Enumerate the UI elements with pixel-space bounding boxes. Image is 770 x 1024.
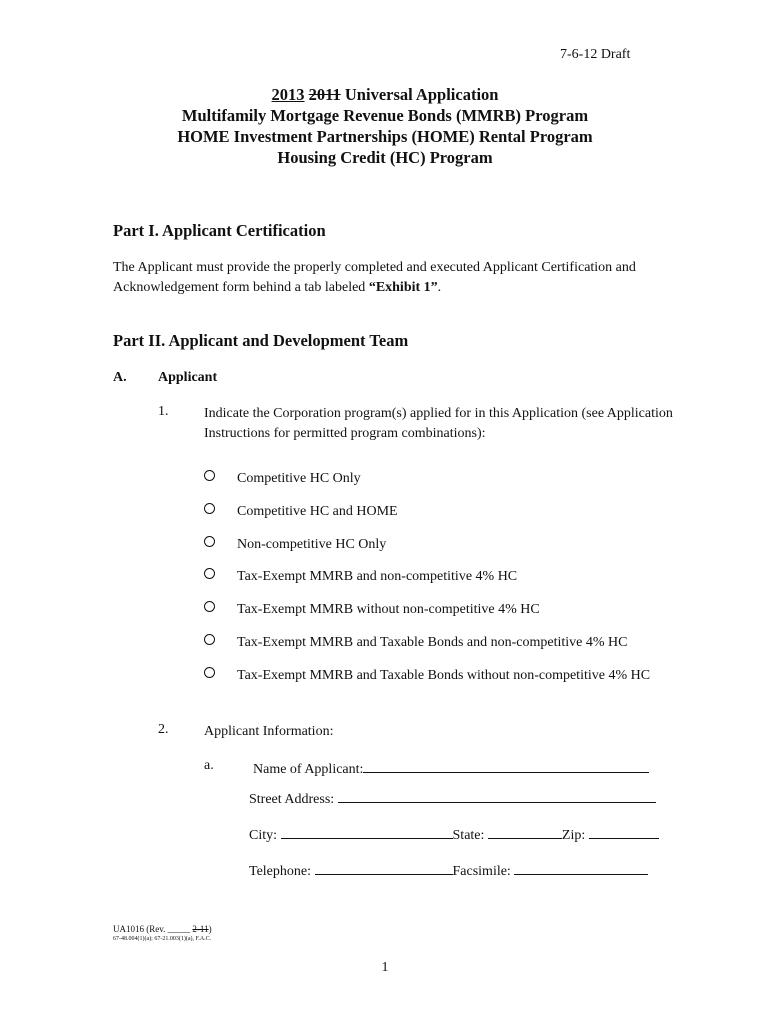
- part1-heading: Part I. Applicant Certification: [113, 221, 326, 240]
- title-line-2: Multifamily Mortgage Revenue Bonds (MMRB) Program: [181, 106, 589, 125]
- program-option-label: Competitive HC Only: [237, 471, 361, 486]
- state-label: State:: [452, 828, 488, 843]
- title-year-new: 2013: [271, 85, 305, 104]
- rule-reference: 67-48.004(1)(a); 67-21.003(1)(a), F.A.C.: [113, 936, 212, 942]
- form-id: UA1016 (Rev. _____: [113, 924, 193, 934]
- question-2-text: Applicant Information:: [204, 724, 334, 739]
- page-number: 1: [381, 960, 389, 975]
- radio-button-icon[interactable]: [204, 470, 215, 481]
- question-2-number: 2.: [158, 722, 169, 737]
- title-line-4: Housing Credit (HC) Program: [277, 148, 493, 167]
- applicant-name-row: [253, 758, 649, 778]
- street-address-row: [249, 788, 656, 808]
- program-option-label: Tax-Exempt MMRB and non-competitive 4% HC: [237, 569, 518, 584]
- part1-text-bold: “Exhibit 1”: [368, 280, 438, 295]
- program-option-label: Non-competitive HC Only: [237, 537, 387, 552]
- city-label: City:: [249, 828, 281, 843]
- program-option-label: Tax-Exempt MMRB and Taxable Bonds without non-competitive 4% HC: [237, 668, 651, 683]
- program-option-label: Tax-Exempt MMRB and Taxable Bonds and non-competitive 4% HC: [237, 635, 628, 650]
- program-option-label: Tax-Exempt MMRB without non-competitive 4% HC: [237, 602, 540, 617]
- radio-button-icon[interactable]: [204, 634, 215, 645]
- street-address-label: Street Address:: [249, 792, 338, 807]
- form-revision-id: [113, 924, 212, 934]
- radio-button-icon[interactable]: [204, 536, 215, 547]
- title-line-1: [0, 84, 770, 105]
- section-a-title: Applicant: [158, 370, 218, 385]
- question-1-text: Indicate the Corporation program(s) applied for in this Application (see Application Instructions for permitted program combinations):: [204, 406, 673, 441]
- zip-label: Zip:: [561, 828, 589, 843]
- facsimile-field[interactable]: [514, 860, 648, 875]
- applicant-name-field[interactable]: [363, 758, 649, 773]
- phone-fax-row: [249, 860, 648, 880]
- title-line-3: HOME Investment Partnerships (HOME) Rental Program: [177, 127, 593, 146]
- applicant-name-label: Name of Applicant:: [253, 762, 364, 777]
- city-state-zip-row: [249, 824, 659, 844]
- telephone-label: Telephone:: [249, 864, 315, 879]
- question-1-number: 1.: [158, 404, 169, 419]
- part1-text-after: .: [437, 280, 442, 295]
- radio-button-icon[interactable]: [204, 667, 215, 678]
- facsimile-label: Facsimile:: [452, 864, 515, 879]
- title-year-old: 2011: [308, 85, 341, 104]
- radio-button-icon[interactable]: [204, 503, 215, 514]
- document-title: [0, 84, 770, 168]
- street-address-field[interactable]: [338, 788, 656, 803]
- form-rev-struck: 2-11: [192, 924, 209, 934]
- part2-heading: Part II. Applicant and Development Team: [113, 331, 409, 350]
- telephone-field[interactable]: [315, 860, 453, 875]
- radio-button-icon[interactable]: [204, 568, 215, 579]
- draft-label: 7-6-12 Draft: [560, 47, 631, 62]
- sub-item-a-letter: a.: [204, 758, 214, 773]
- title-line-1-rest: Universal Application: [340, 85, 499, 104]
- part1-paragraph: [113, 258, 693, 298]
- radio-button-icon[interactable]: [204, 601, 215, 612]
- form-close: ): [208, 924, 212, 934]
- city-field[interactable]: [281, 824, 453, 839]
- program-option-label: Competitive HC and HOME: [237, 504, 398, 519]
- state-field[interactable]: [488, 824, 562, 839]
- section-a-letter: A.: [113, 370, 127, 385]
- zip-field[interactable]: [589, 824, 659, 839]
- part1-text-before: The Applicant must provide the properly completed and executed Applicant Certification and Acknowledgement form behind a tab labeled: [113, 260, 636, 295]
